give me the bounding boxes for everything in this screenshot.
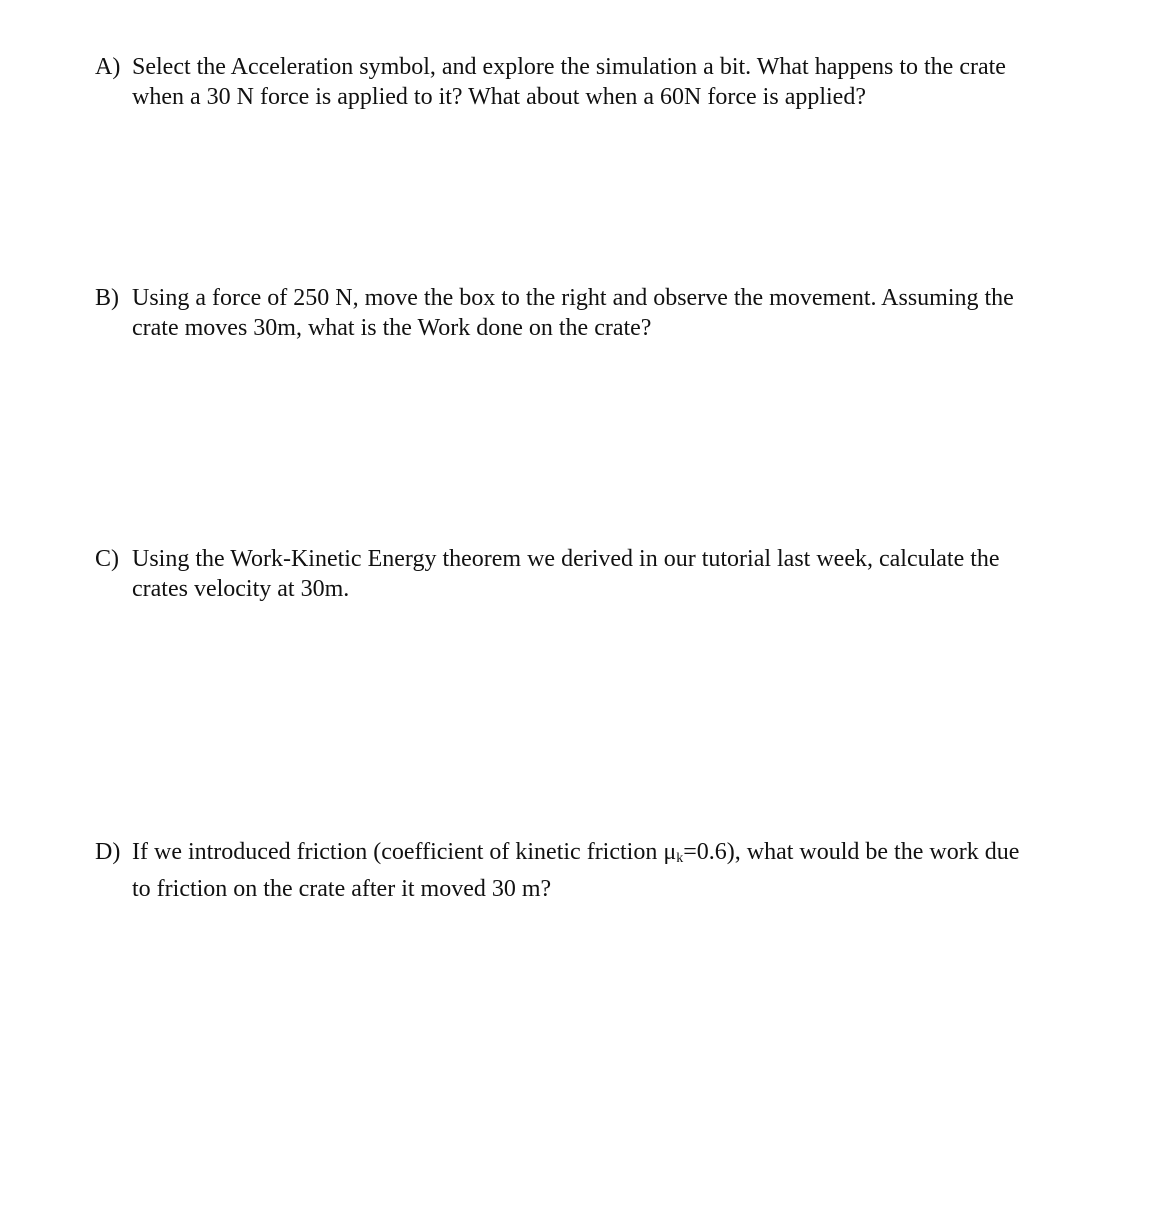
- question-b-text-2: crate moves 30m, what is the Work done on the crate?: [132, 315, 652, 341]
- question-d-letter: D): [95, 839, 121, 865]
- question-a-text-2: when a 30 N force is applied to it? What about when a 60N force is applied?: [132, 84, 866, 110]
- question-b-text-1: Using a force of 250 N, move the box to the right and observe the movement. Assuming the: [132, 285, 1014, 311]
- question-a-line-1: [95, 52, 1095, 82]
- question-a: [95, 52, 1095, 112]
- question-a-letter: A): [95, 54, 121, 80]
- question-c-line-1: [95, 544, 1095, 574]
- question-c-text-1: Using the Work-Kinetic Energy theorem we derived in our tutorial last week, calculate the: [132, 546, 1000, 572]
- question-b: [95, 283, 1095, 343]
- question-c: [95, 544, 1095, 604]
- question-a-text-1: Select the Acceleration symbol, and explore the simulation a bit. What happens to the crate: [132, 54, 1006, 80]
- question-d-text-1a: If we introduced friction (coefficient of kinetic friction μ: [132, 839, 677, 865]
- question-b-letter: B): [95, 285, 119, 311]
- question-b-line-1: [95, 283, 1095, 313]
- question-c-text-2: crates velocity at 30m.: [132, 576, 350, 602]
- friction-subscript: k: [676, 851, 684, 866]
- question-d-text-1b: =0.6), what would be the work due: [683, 839, 1020, 865]
- question-d-text-2: to friction on the crate after it moved 30 m?: [132, 876, 552, 902]
- question-c-letter: C): [95, 546, 119, 572]
- question-d-line-1: [95, 837, 1095, 874]
- question-d: [95, 837, 1095, 904]
